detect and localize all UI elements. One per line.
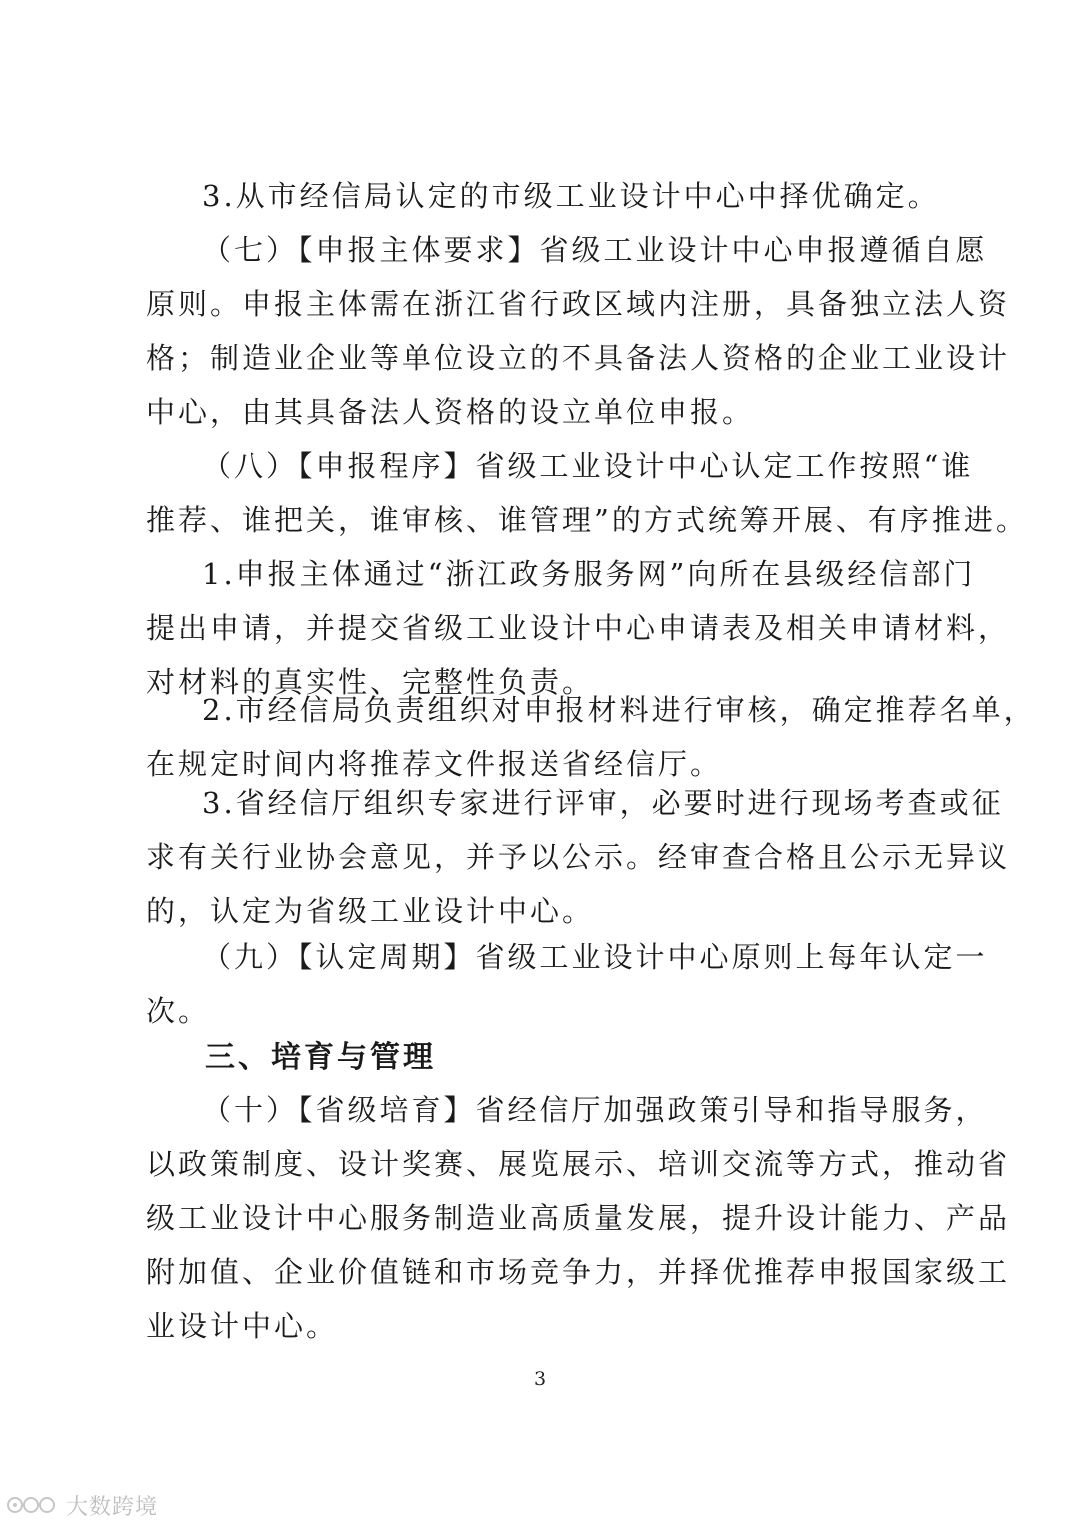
paragraph-application-procedure: [146, 439, 1028, 547]
watermark: [6, 1490, 158, 1520]
watermark-logo-icon: [6, 1492, 62, 1518]
text-line: 3.省经信厅组织专家进行评审，必要时进行现场考查或征: [202, 786, 1004, 820]
text-line: 级工业设计中心服务制造业高质量发展，提升设计能力、产品: [146, 1201, 1011, 1235]
text-line: 2.市经信局负责组织对申报材料进行审核，确定推荐名单，: [202, 693, 1036, 727]
paragraph-applicant-requirements: [146, 223, 1011, 439]
text-line: 的，认定为省级工业设计中心。: [146, 894, 595, 928]
paragraph-item-3: [146, 169, 946, 223]
text-line: （九）【认定周期】省级工业设计中心原则上每年认定一: [202, 940, 988, 974]
text-line: 中心，由其具备法人资格的设立单位申报。: [146, 395, 755, 429]
text-line: 业设计中心。: [146, 1309, 339, 1343]
text-line: 格；制造业企业等单位设立的不具备法人资格的企业工业设计: [146, 341, 1011, 375]
text-line: 1.申报主体通过“浙江政务服务网”向所在县级经信部门: [202, 557, 976, 591]
text-line: 在规定时间内将推荐文件报送省经信厅。: [146, 747, 723, 781]
text-line: （七）【申报主体要求】省级工业设计中心申报遵循自愿: [202, 233, 988, 267]
section-heading: 三、培育与管理: [205, 1040, 436, 1075]
text-line: 推荐、谁把关，谁审核、谁管理”的方式统筹开展、有序推进。: [146, 503, 1028, 537]
text-line: 附加值、企业价值链和市场竞争力，并择优推荐申报国家级工: [146, 1255, 1011, 1289]
text-line: 对材料的真实性、完整性负责。: [146, 665, 595, 699]
text-line: 3.从市经信局认定的市级工业设计中心中择优确定。: [202, 179, 940, 213]
text-line: 求有关行业协会意见，并予以公示。经审查合格且公示无异议: [146, 840, 1011, 874]
text-line: 提出申请，并提交省级工业设计中心申请表及相关申请材料，: [146, 611, 1011, 645]
paragraph-provincial-cultivation: [146, 1083, 1011, 1353]
paragraph-procedure-step-3: [146, 776, 1011, 938]
text-line: （十）【省级培育】省经信厅加强政策引导和指导服务，: [202, 1093, 988, 1127]
paragraph-procedure-step-2: [146, 683, 1036, 791]
watermark-text: 大数跨境: [66, 1494, 159, 1520]
text-line: 以政策制度、设计奖赛、展览展示、培训交流等方式，推动省: [146, 1147, 1011, 1181]
text-line: 原则。申报主体需在浙江省行政区域内注册，具备独立法人资: [146, 287, 1011, 321]
page-number: 3: [533, 1368, 547, 1390]
text-line: 次。: [146, 994, 211, 1028]
paragraph-recognition-cycle: [146, 930, 988, 1038]
text-line: （八）【申报程序】省级工业设计中心认定工作按照“谁: [202, 449, 974, 483]
